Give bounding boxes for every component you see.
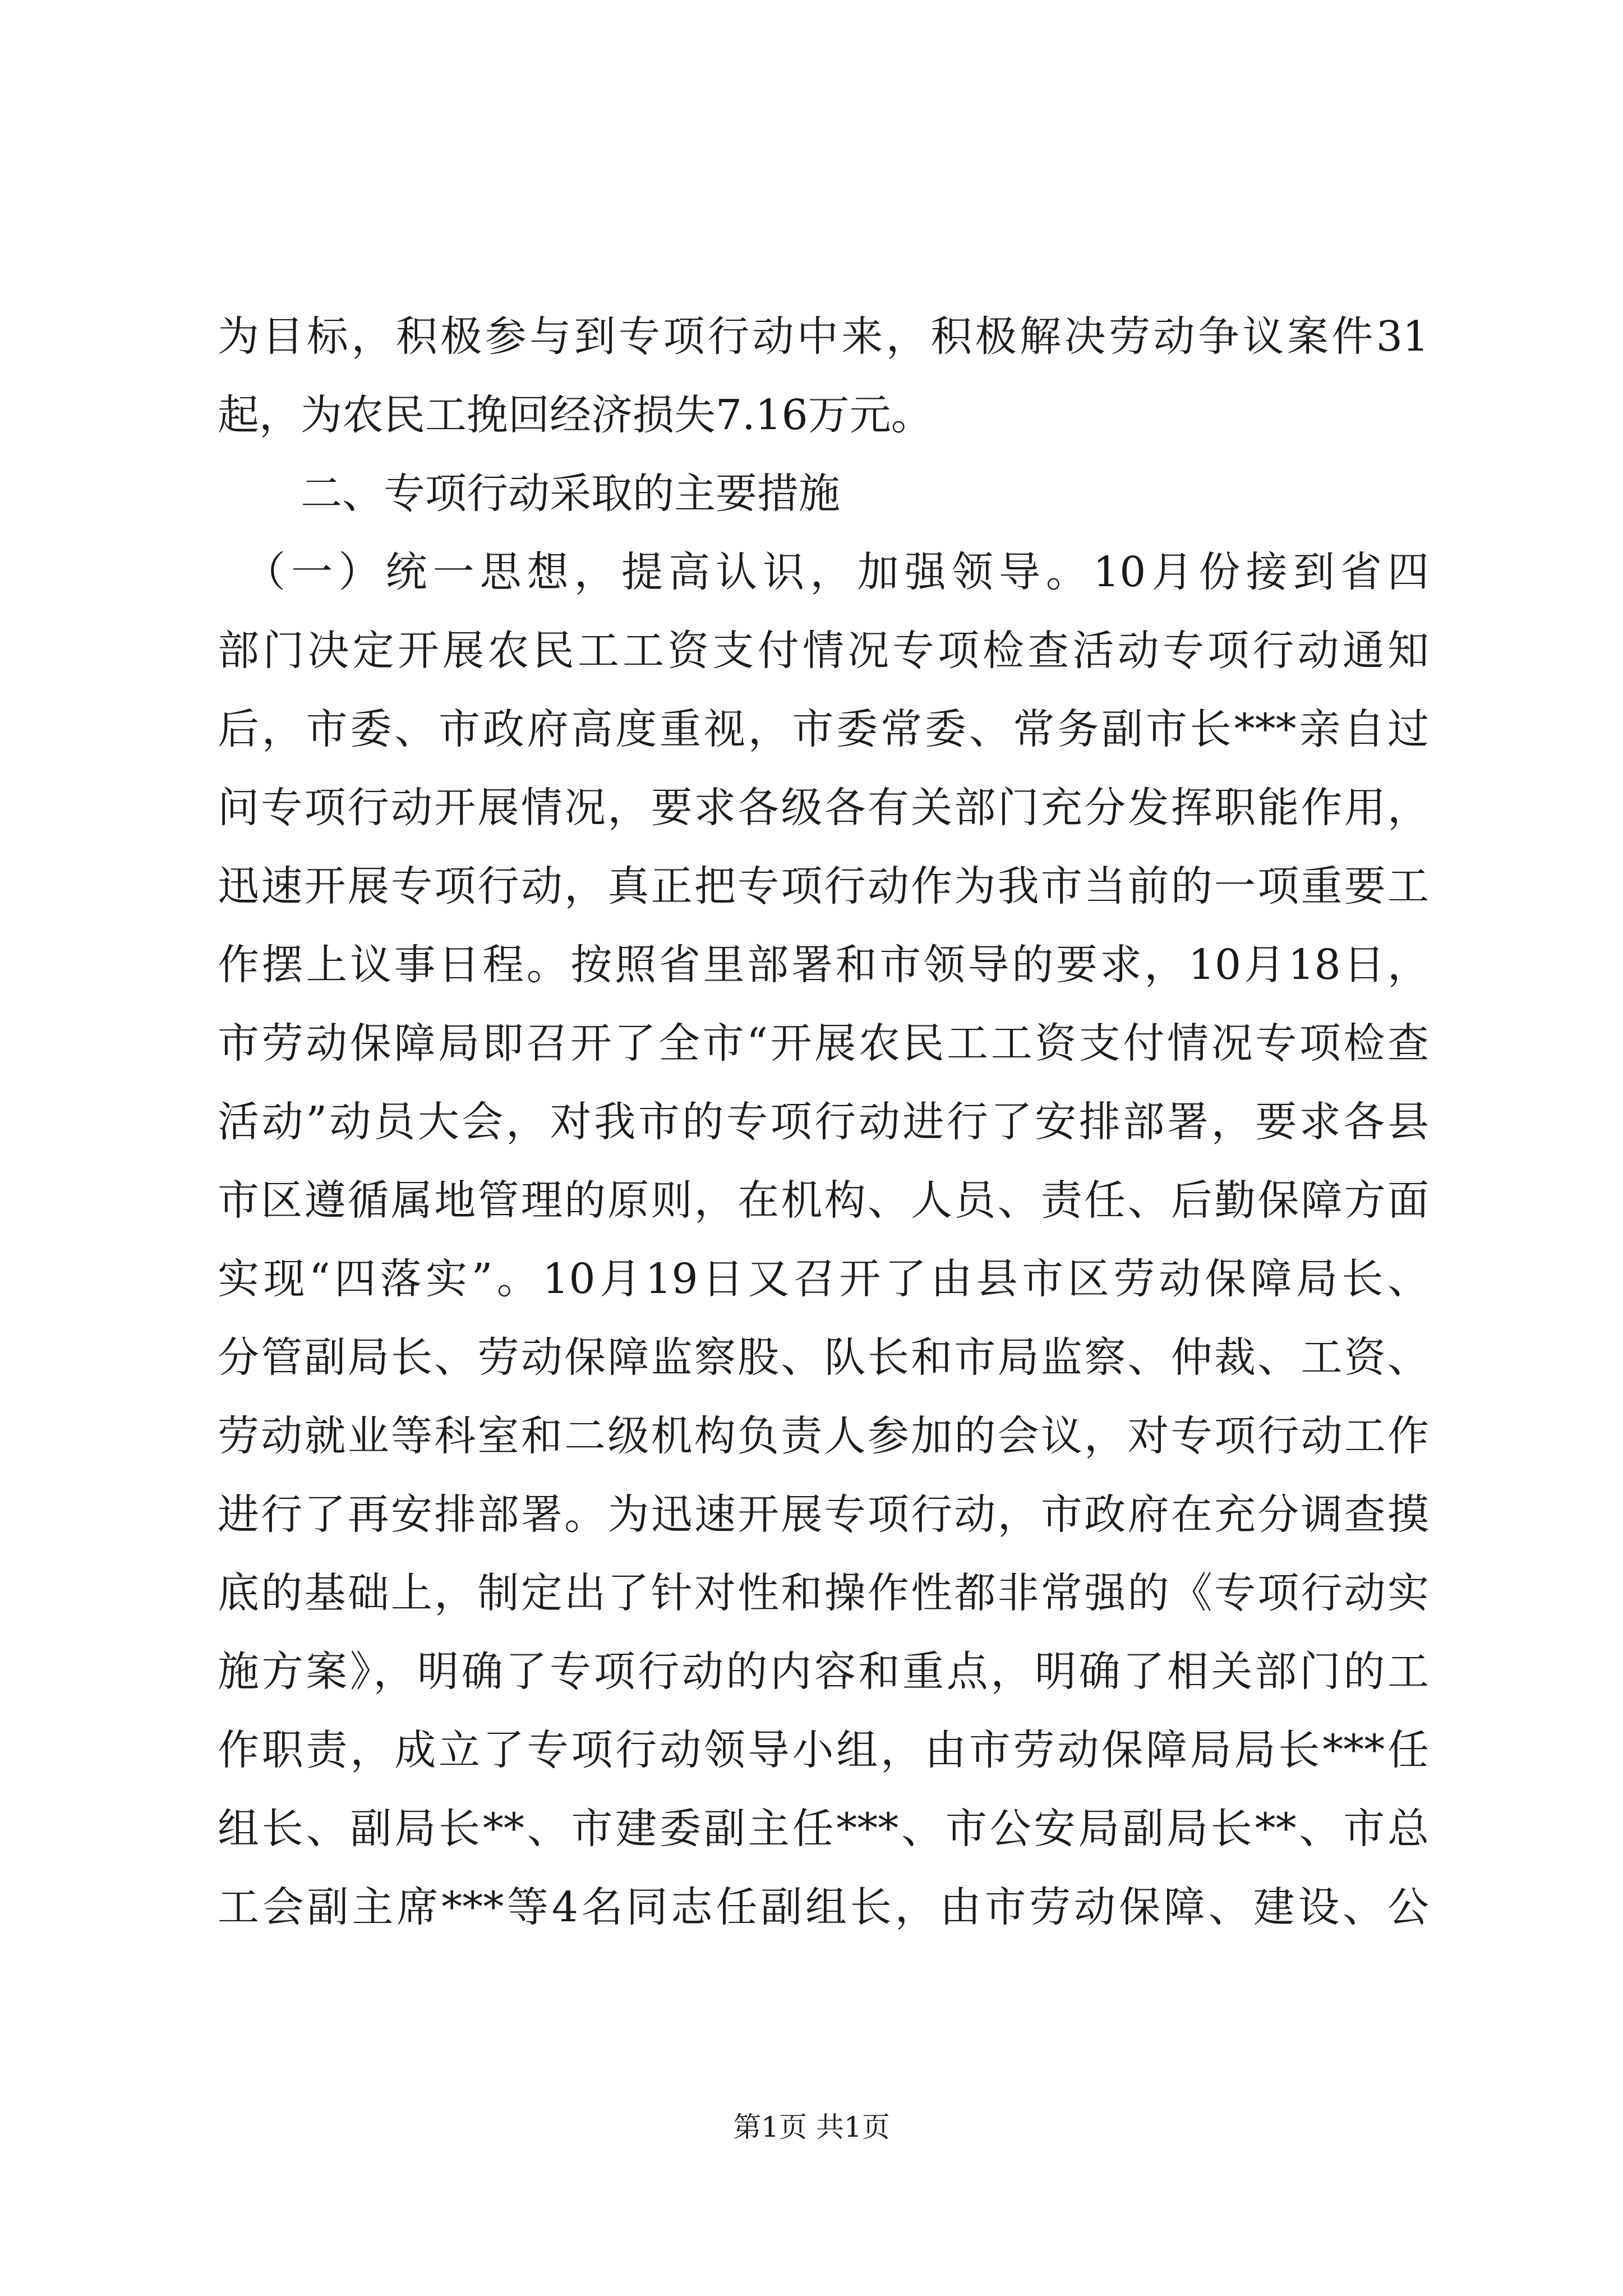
- text-line: 起，为农民工挽回经济损失7.16万元。: [218, 391, 933, 439]
- text-line: 实现“四落实”。10月19日又召开了由县市区劳动保障局长、: [218, 1255, 1429, 1303]
- text-line: 后，市委、市政府高度重视，市委常委、常务副市长***亲自过: [218, 705, 1429, 753]
- text-line: 劳动就业等科室和二级机构负责人参加的会议，对专项行动工作: [218, 1412, 1429, 1460]
- text-line: 作职责，成立了专项行动领导小组，由市劳动保障局局长***任: [218, 1726, 1429, 1774]
- page-footer: [0, 2105, 1623, 2150]
- text-line: 分管副局长、劳动保障监察股、队长和市局监察、仲裁、工资、: [218, 1333, 1429, 1382]
- section-heading: 二、专项行动采取的主要措施: [218, 470, 840, 518]
- text-line: 部门决定开展农民工工资支付情况专项检查活动专项行动通知: [218, 627, 1429, 675]
- page-number: 第1页 共1页: [733, 2111, 890, 2143]
- text-line: 市区遵循属地管理的原则，在机构、人员、责任、后勤保障方面: [218, 1176, 1429, 1225]
- text-line: 施方案》，明确了专项行动的内容和重点，明确了相关部门的工: [218, 1648, 1429, 1696]
- text-line: （一）统一思想，提高认识，加强领导。10月份接到省四: [218, 548, 1429, 596]
- text-line: 问专项行动开展情况，要求各级各有关部门充分发挥职能作用，: [218, 784, 1429, 832]
- text-line: 底的基础上，制定出了针对性和操作性都非常强的《专项行动实: [218, 1569, 1429, 1617]
- text-line: 市劳动保障局即召开了全市“开展农民工工资支付情况专项检查: [218, 1019, 1429, 1068]
- text-line: 组长、副局长**、市建委副主任***、市公安局副局长**、市总: [218, 1805, 1429, 1853]
- text-line: 作摆上议事日程。按照省里部署和市领导的要求，10月18日，: [218, 941, 1429, 989]
- text-line: 进行了再安排部署。为迅速开展专项行动，市政府在充分调查摸: [218, 1490, 1429, 1539]
- text-line: 活动”动员大会，对我市的专项行动进行了安排部署，要求各县: [218, 1098, 1429, 1146]
- text-line: 为目标，积极参与到专项行动中来，积极解决劳动争议案件31: [218, 312, 1429, 361]
- text-line: 工会副主席***等4名同志任副组长，由市劳动保障、建设、公: [218, 1883, 1429, 1931]
- text-line: 迅速开展专项行动，真正把专项行动作为我市当前的一项重要工: [218, 862, 1429, 910]
